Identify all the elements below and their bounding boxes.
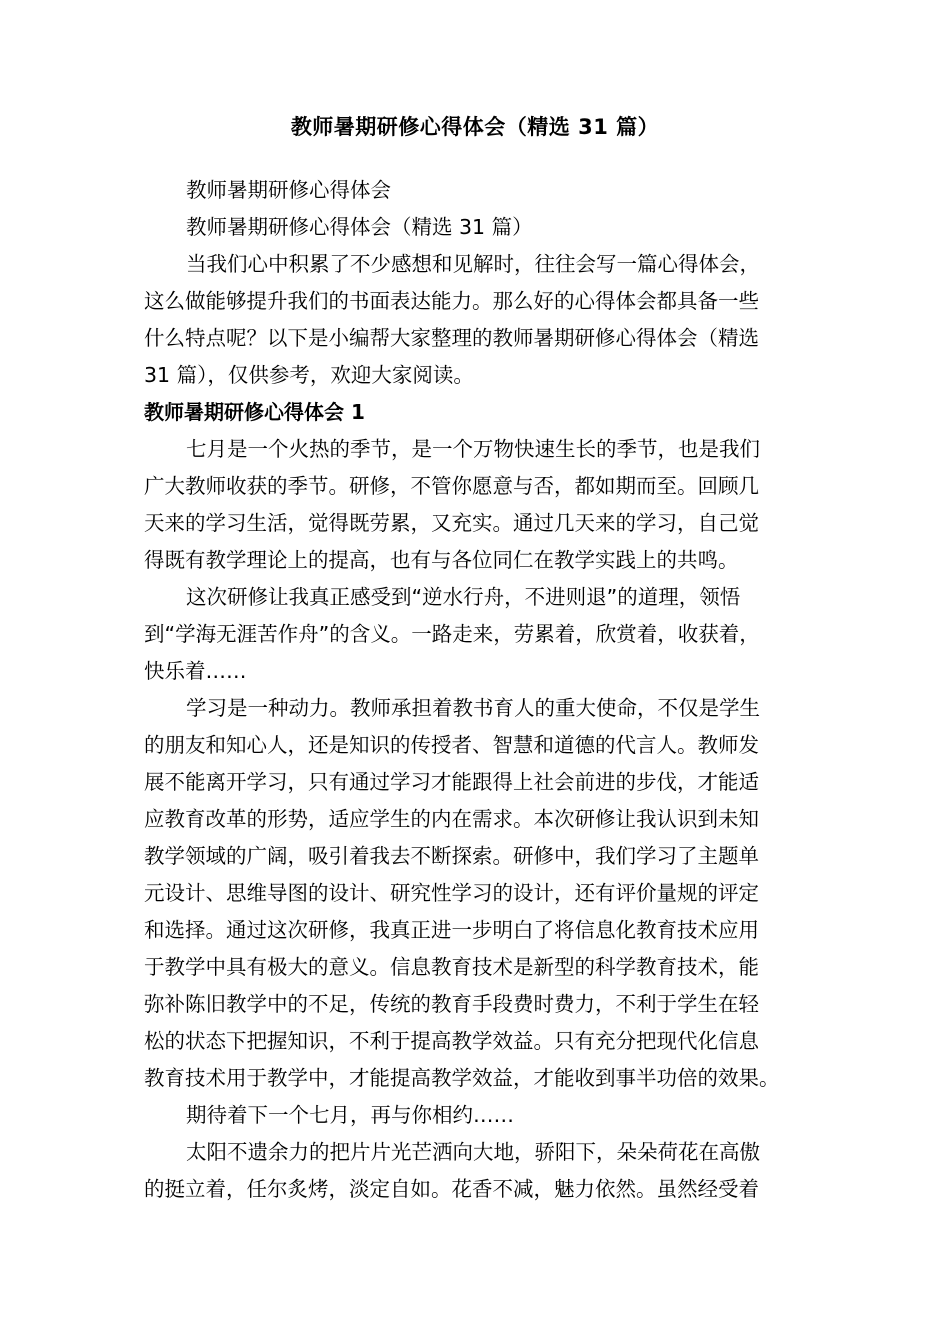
text-line: 这么做能够提升我们的书面表达能力。那么好的心得体会都具备一些 bbox=[144, 289, 759, 313]
text-line: 七月是一个火热的季节，是一个万物快速生长的季节，也是我们 bbox=[186, 437, 760, 461]
text-line: 元设计、思维导图的设计、研究性学习的设计，还有评价量规的评定 bbox=[144, 881, 759, 905]
text-line: 得既有教学理论上的提高，也有与各位同仁在教学实践上的共鸣。 bbox=[144, 548, 739, 572]
document-body bbox=[144, 172, 824, 1208]
document-title: 教师暑期研修心得体会（精选 31 篇） bbox=[290, 115, 660, 139]
text-line: 应教育改革的形势，适应学生的内在需求。本次研修让我认识到未知 bbox=[144, 807, 759, 831]
text-line: 教师暑期研修心得体会（精选 31 篇） bbox=[186, 215, 533, 239]
text-line: 和选择。通过这次研修，我真正进一步明白了将信息化教育技术应用 bbox=[144, 918, 759, 942]
text-line: 快乐着…… bbox=[144, 659, 247, 683]
text-line: 学习是一种动力。教师承担着教书育人的重大使命，不仅是学生 bbox=[186, 696, 760, 720]
text-line: 广大教师收获的季节。研修，不管你愿意与否，都如期而至。回顾几 bbox=[144, 474, 759, 498]
text-line: 期待着下一个七月，再与你相约…… bbox=[186, 1103, 514, 1127]
text-line: 的挺立着，任尔炙烤，淡定自如。花香不减，魅力依然。虽然经受着 bbox=[144, 1177, 759, 1201]
text-line: 教师暑期研修心得体会 bbox=[186, 178, 391, 202]
text-line: 什么特点呢？以下是小编帮大家整理的教师暑期研修心得体会（精选 bbox=[144, 326, 759, 350]
text-line: 当我们心中积累了不少感想和见解时，往往会写一篇心得体会， bbox=[186, 252, 760, 276]
text-line: 展不能离开学习，只有通过学习才能跟得上社会前进的步伐，才能适 bbox=[144, 770, 759, 794]
text-line: 教育技术用于教学中，才能提高教学效益，才能收到事半功倍的效果。 bbox=[144, 1066, 780, 1090]
text-line: 这次研修让我真正感受到“逆水行舟，不进则退”的道理，领悟 bbox=[186, 585, 741, 609]
text-line: 松的状态下把握知识，不利于提高教学效益。只有充分把现代化信息 bbox=[144, 1029, 759, 1053]
text-line: 天来的学习生活，觉得既劳累，又充实。通过几天来的学习，自己觉 bbox=[144, 511, 759, 535]
text-line: 弥补陈旧教学中的不足，传统的教育手段费时费力，不利于学生在轻 bbox=[144, 992, 759, 1016]
text-line: 到“学海无涯苦作舟”的含义。一路走来，劳累着，欣赏着，收获着， bbox=[144, 622, 760, 646]
text-line: 教学领域的广阔，吸引着我去不断探索。研修中，我们学习了主题单 bbox=[144, 844, 759, 868]
text-line: 于教学中具有极大的意义。信息教育技术是新型的科学教育技术，能 bbox=[144, 955, 759, 979]
text-line: 太阳不遗余力的把片片光芒洒向大地，骄阳下，朵朵荷花在高傲 bbox=[186, 1140, 760, 1164]
section-heading: 教师暑期研修心得体会 1 bbox=[144, 400, 365, 424]
text-line: 的朋友和知心人，还是知识的传授者、智慧和道德的代言人。教师发 bbox=[144, 733, 759, 757]
text-line: 31 篇），仅供参考，欢迎大家阅读。 bbox=[144, 363, 474, 387]
